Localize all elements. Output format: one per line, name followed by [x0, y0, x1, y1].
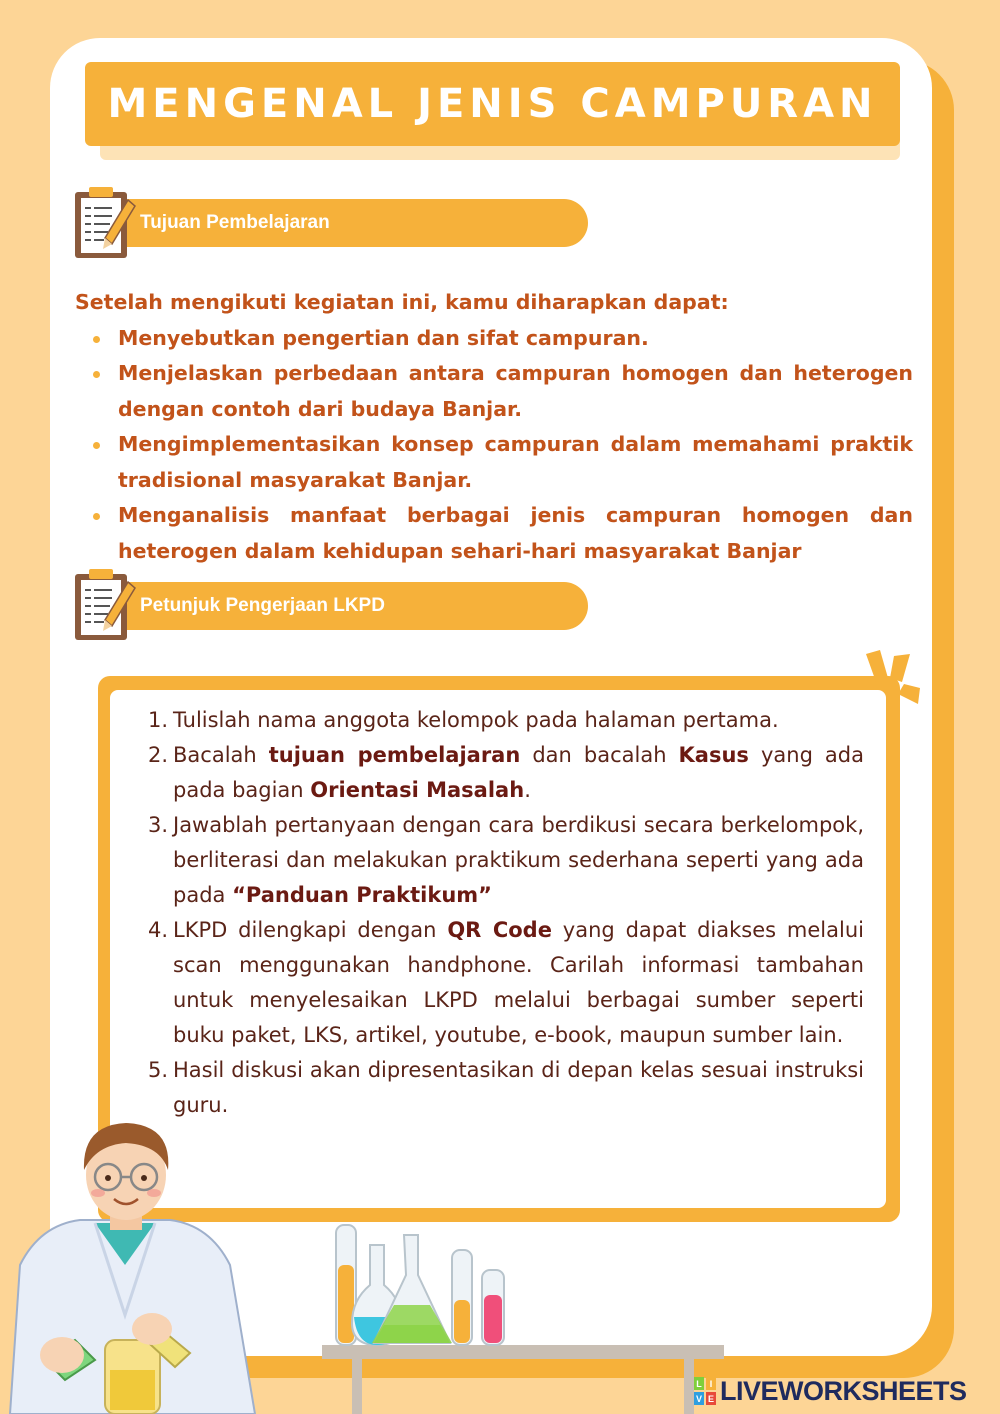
instruction-text: Hasil diskusi akan dipresentasikan di depan kelas sesuai instruksi guru.: [173, 1058, 864, 1117]
lab-glassware-illustration: [322, 1205, 724, 1414]
instruction-number: 2.: [148, 743, 169, 767]
objectives-intro: Setelah mengikuti kegiatan ini, kamu diharapkan dapat:: [75, 290, 729, 314]
instruction-text: Bacalah: [173, 743, 269, 767]
instruction-text: dan bacalah: [520, 743, 679, 767]
clipboard-icon: [72, 566, 136, 644]
clipboard-icon: [72, 184, 136, 262]
objectives-heading-pill: [112, 199, 588, 247]
objective-item: Menjelaskan perbedaan antara campuran homogen dan heterogen dengan contoh dari budaya Banjar.: [75, 356, 913, 427]
title-banner: [85, 62, 900, 146]
instruction-text: LKPD dilengkapi dengan: [173, 918, 448, 942]
logo-letter: V: [695, 1394, 703, 1404]
instruction-number: 5.: [148, 1058, 169, 1082]
liveworksheets-logo: [694, 1377, 716, 1405]
instructions-heading: Petunjuk Pengerjaan LKPD: [140, 595, 385, 616]
objective-item: Mengimplementasikan konsep campuran dalam memahami praktik tradisional masyarakat Banjar.: [75, 427, 913, 498]
instruction-emphasis: QR Code: [447, 918, 552, 942]
instruction-emphasis: “Panduan Praktikum”: [232, 883, 492, 907]
instruction-emphasis: Kasus: [678, 743, 749, 767]
instruction-text: .: [524, 778, 531, 802]
objectives-heading: Tujuan Pembelajaran: [140, 212, 330, 233]
instruction-emphasis: Orientasi Masalah: [310, 778, 525, 802]
instructions-heading-pill: [112, 582, 588, 630]
instruction-text: Tulislah nama anggota kelompok pada halaman pertama.: [173, 708, 779, 732]
instruction-number: 1.: [148, 708, 169, 732]
instruction-item: [148, 703, 864, 738]
instruction-item: [148, 738, 864, 808]
objectives-list: [75, 321, 913, 570]
objective-item: Menyebutkan pengertian dan sifat campuran.: [75, 321, 913, 357]
instruction-text: Jawablah pertanyaan dengan cara berdikusi secara berkelompok, berliterasi dan melakukan praktikum sederhana seperti yang ada pada: [173, 813, 864, 907]
instruction-text: yang ada pada bagian: [173, 743, 864, 802]
instructions-list: [148, 703, 864, 1123]
logo-letter: E: [707, 1394, 715, 1404]
page-title: MENGENAL JENIS CAMPURAN: [107, 81, 878, 127]
logo-letter: I: [709, 1379, 713, 1389]
instruction-item: [148, 1053, 864, 1123]
instruction-number: 4.: [148, 918, 169, 942]
logo-letter: L: [696, 1379, 702, 1389]
instruction-item: [148, 913, 864, 1053]
instruction-text: yang dapat diakses melalui scan menggunakan handphone. Carilah informasi tambahan untuk menyelesaikan LKPD melalui berbagai sumber seperti buku paket, LKS, artikel, youtube, e-book, maupun sumber lain.: [173, 918, 864, 1047]
scientist-illustration: [0, 1115, 260, 1414]
sparkle-icon: [862, 648, 922, 710]
liveworksheets-brand: [694, 1374, 967, 1408]
instruction-emphasis: tujuan pembelajaran: [268, 743, 521, 767]
objective-item: Menganalisis manfaat berbagai jenis campuran homogen dan heterogen dalam kehidupan sehari-hari masyarakat Banjar: [75, 498, 913, 569]
brand-name[interactable]: LIVEWORKSHEETS: [720, 1375, 967, 1406]
instruction-number: 3.: [148, 813, 169, 837]
objectives-block: [75, 285, 913, 569]
instruction-item: [148, 808, 864, 913]
